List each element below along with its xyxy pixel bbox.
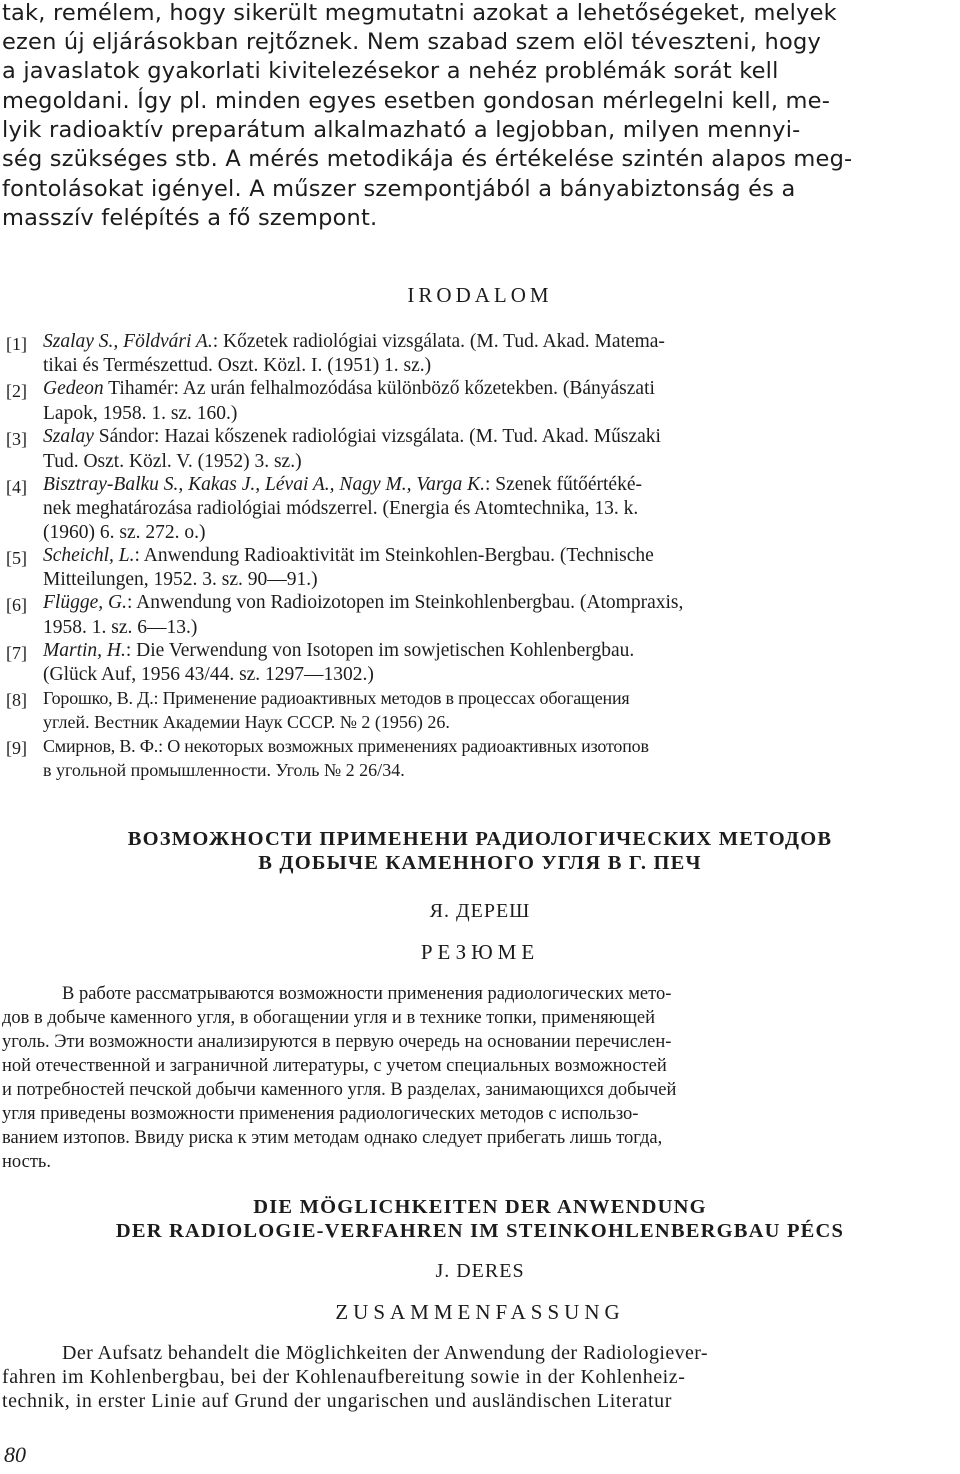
reference-entry — [43, 474, 642, 496]
reference-author: Szalay S., Földvári A. — [43, 331, 213, 352]
literature-heading: IRODALOM — [407, 283, 553, 307]
page-number: 80 — [4, 1442, 26, 1467]
reference-text: : Die Verwendung von Isotopen im sowjetischen Kohlenbergbau. — [125, 640, 635, 661]
reference-author: Gedeon — [43, 378, 104, 399]
reference-text: Горошко, В. Д.: Применение радиоактивных методов в процессах обогащения — [43, 688, 630, 708]
reference-entry — [43, 426, 661, 448]
ru-title-line-1: ВОЗМОЖНОСТИ ПРИМЕНЕНИ РАДИОЛОГИЧЕСКИХ МЕТОДОВ — [127, 828, 833, 850]
reference-entry — [43, 331, 665, 353]
intro-line: tak, remélem, hogy sikerült megmutatni azokat a lehetőségeket, melyek — [2, 0, 837, 26]
ru-summary-line: уголь. Эти возможности анализируются в первую очередь на основании перечислен- — [2, 1032, 672, 1052]
intro-line: ség szükséges stb. A mérés metodikája és értékelése szintén alapos meg- — [2, 146, 853, 172]
reference-continuation: Lapok, 1958. 1. sz. 160.) — [43, 403, 238, 424]
reference-continuation: (Glück Auf, 1956 43/44. sz. 1297—1302.) — [43, 664, 374, 685]
ru-title-line-2: В ДОБЫЧЕ КАМЕННОГО УГЛЯ В Г. ПЕЧ — [258, 852, 702, 874]
ru-resume-heading: РЕЗЮМЕ — [420, 940, 540, 964]
reference-author: Szalay — [43, 426, 94, 447]
reference-number: [7] — [6, 643, 27, 663]
de-title-line-2: DER RADIOLOGIE-VERFAHREN IM STEINKOHLENBERGBAU PÉCS — [115, 1220, 845, 1242]
reference-author: Scheichl, L. — [43, 545, 135, 566]
de-summary-line: fahren im Kohlenbergbau, bei der Kohlenaufbereitung sowie in der Kohlenheiz- — [2, 1366, 686, 1388]
intro-line: megoldani. Így pl. minden egyes esetben gondosan mérlegelni kell, me- — [2, 88, 831, 114]
reference-author: Martin, H. — [43, 640, 126, 661]
reference-continuation: tikai és Természettud. Oszt. Közl. I. (1951) 1. sz.) — [43, 355, 432, 376]
reference-text: Sándor: Hazai kőszenek radiológiai vizsgálata. (M. Tud. Akad. Műszaki — [93, 426, 661, 447]
reference-number: [1] — [6, 334, 27, 354]
reference-continuation: Tud. Oszt. Közl. V. (1952) 3. sz.) — [43, 451, 302, 472]
ru-summary-line: дов в добыче каменного угля, в обогащении угля и в технике топки, применяющей — [2, 1008, 655, 1028]
de-title-line-1: DIE MÖGLICHKEITEN DER ANWENDUNG — [253, 1196, 707, 1218]
de-author: J. DERES — [435, 1260, 525, 1282]
de-summary-heading: ZUSAMMENFASSUNG — [335, 1300, 625, 1324]
reference-text: : Szenek fűtőértéké- — [484, 474, 642, 495]
reference-entry — [43, 736, 649, 757]
ru-summary-line: В работе рассматрываются возможности применения радиологических мето- — [62, 984, 672, 1004]
de-summary-line: Der Aufsatz behandelt die Möglichkeiten der Anwendung der Radiologiever- — [62, 1342, 708, 1364]
reference-entry — [43, 378, 655, 400]
reference-continuation: nek meghatározása radiológiai módszerrel. (Energia és Atomtechnika, 13. k. — [43, 498, 639, 519]
reference-number: [3] — [6, 429, 27, 449]
reference-continuation: 1958. 1. sz. 6—13.) — [43, 617, 198, 638]
intro-line: fontolásokat igényel. A műszer szempontjából a bányabiztonság és a — [2, 176, 796, 202]
reference-continuation: Mitteilungen, 1952. 3. sz. 90—91.) — [43, 569, 318, 590]
ru-author: Я. ДЕРЕШ — [429, 900, 531, 922]
intro-line: lyik radioaktív preparátum alkalmazható a legjobban, milyen mennyi- — [2, 117, 801, 143]
reference-continuation: (1960) 6. sz. 272. o.) — [43, 522, 206, 543]
reference-number: [2] — [6, 381, 27, 401]
reference-number: [9] — [6, 738, 27, 758]
intro-line: masszív felépítés a fő szempont. — [2, 205, 378, 231]
ru-summary-line: ность. — [2, 1152, 51, 1172]
reference-text: : Kőzetek radiológiai vizsgálata. (M. Tud. Akad. Matema- — [212, 331, 665, 352]
reference-entry — [43, 640, 634, 662]
ru-summary-line: ной отечественной и заграничной литературы, с учетом специальных возможностей — [2, 1056, 667, 1076]
intro-line: a javaslatok gyakorlati kivitelezésekor a nehéz problémák sorát kell — [2, 58, 779, 84]
reference-continuation: в угольной промышленности. Уголь № 2 26/34. — [43, 760, 405, 780]
reference-number: [6] — [6, 595, 27, 615]
reference-entry — [43, 688, 629, 709]
reference-entry — [43, 545, 654, 567]
reference-entry — [43, 592, 683, 614]
reference-number: [8] — [6, 690, 27, 710]
ru-summary-line: и потребностей печской добычи каменного угля. В разделах, занимающихся добычей — [2, 1080, 677, 1100]
reference-number: [5] — [6, 548, 27, 568]
reference-continuation: углей. Вестник Академии Наук СССР. № 2 (1956) 26. — [43, 712, 450, 732]
reference-author: Flügge, G. — [43, 592, 127, 613]
intro-line: ezen új eljárásokban rejtőznek. Nem szabad szem elöl téveszteni, hogy — [2, 29, 821, 55]
ru-summary-line: угля приведены возможности применения радиологических методов с использо- — [2, 1104, 639, 1124]
reference-author: Bisztray-Balku S., Kakas J., Lévai A., Nagy M., Varga K. — [43, 474, 485, 495]
reference-text: Tihamér: Az urán felhalmozódása különböző kőzetekben. (Bányászati — [103, 378, 655, 399]
reference-number: [4] — [6, 477, 27, 497]
de-summary-line: technik, in erster Linie auf Grund der ungarischen und ausländischen Literatur — [2, 1390, 672, 1412]
reference-text: : Anwendung Radioaktivität im Steinkohlen-Bergbau. (Technische — [134, 545, 654, 566]
ru-summary-line: ванием изтопов. Ввиду риска к этим методам однако следует прибегать лишь тогда, — [2, 1128, 663, 1148]
reference-text: Смирнов, В. Ф.: О некоторых возможных применениях радиоактивных изотопов — [43, 736, 649, 756]
reference-text: : Anwendung von Radioizotopen im Steinkohlenbergbau. (Atompraxis, — [126, 592, 684, 613]
